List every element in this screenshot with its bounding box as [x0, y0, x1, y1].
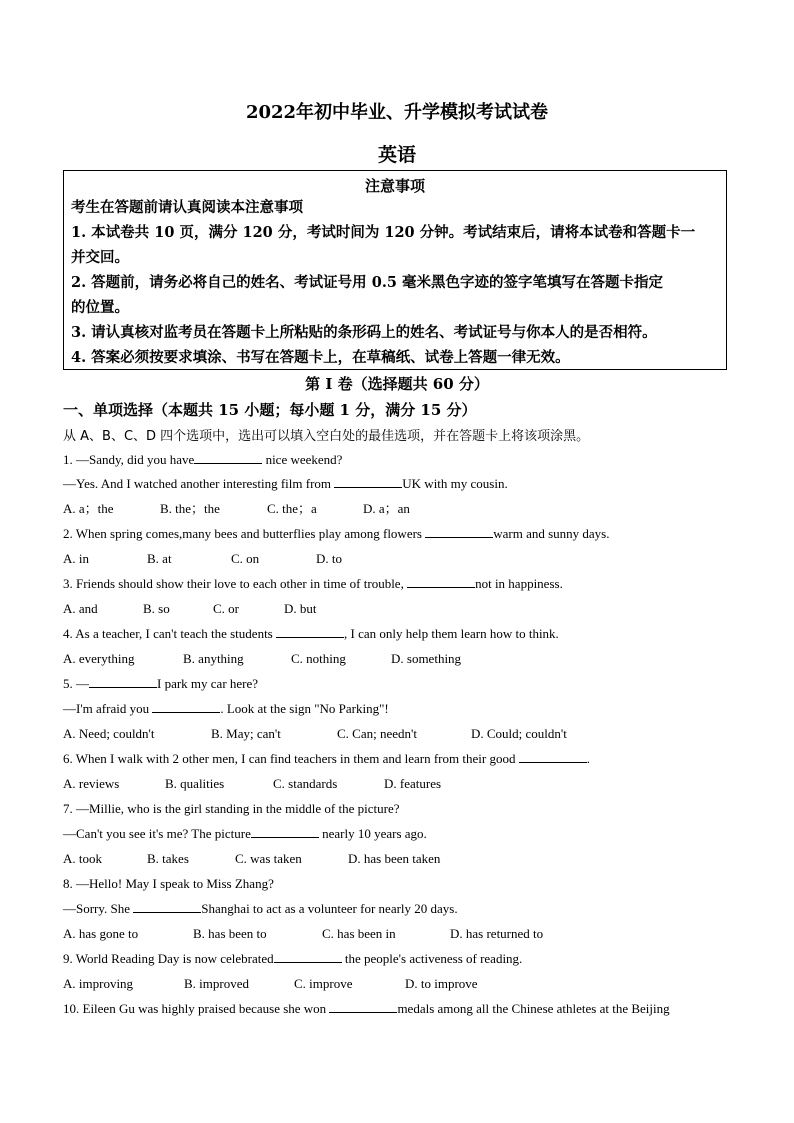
answer-blank[interactable] [89, 675, 157, 688]
question-text: 9. World Reading Day is now celebrated [63, 951, 274, 966]
question-text: —Sorry. She [63, 901, 134, 916]
option-a[interactable]: A. a；the [63, 501, 114, 516]
notice-heading: 注意事项 [364, 177, 425, 195]
options-q8 [63, 925, 727, 943]
option-d[interactable]: D. something [391, 651, 462, 666]
question-text: medals among all the Chinese athletes at the Beijing [397, 1001, 670, 1016]
question-text: —Yes. And I watched another interesting film from [63, 476, 335, 491]
question-text: 2. When spring comes,many bees and butterflies play among flowers [63, 526, 426, 541]
notice-line: 3. 请认真核对监考员在答题卡上所粘贴的条形码上的姓名、考试证号与你本人的是否相符。 [71, 324, 657, 341]
option-c[interactable]: C. was taken [235, 851, 302, 866]
notice-line: 的位置。 [71, 299, 129, 316]
answer-blank[interactable] [251, 825, 319, 838]
option-a[interactable]: A. has gone to [63, 926, 139, 941]
option-c[interactable]: C. nothing [291, 651, 346, 666]
option-d[interactable]: D. Could; couldn't [471, 726, 567, 741]
question-8-reply [63, 900, 458, 918]
question-text: . Look at the sign "No Parking"! [220, 701, 389, 716]
notice-line: 1. 本试卷共 10 页，满分 120 分，考试时间为 120 分钟。考试结束后，请将本试卷和答题卡一 [71, 224, 696, 241]
option-d[interactable]: D. has returned to [450, 926, 544, 941]
section-title: 一、单项选择（本题共 15 小题；每小题 1 分，满分 15 分） [63, 401, 477, 419]
question-text: —Can't you see it's me? The picture [63, 826, 251, 841]
answer-blank[interactable] [274, 950, 342, 963]
question-text: nice weekend? [262, 452, 343, 467]
question-8: 8. —Hello! May I speak to Miss Zhang? [63, 876, 274, 891]
option-b[interactable]: B. at [147, 551, 172, 566]
question-1-reply [63, 475, 508, 493]
notice-line: 考生在答题前请认真阅读本注意事项 [71, 199, 303, 216]
question-text: UK with my cousin. [402, 476, 508, 491]
option-d[interactable]: D. to improve [405, 976, 478, 991]
question-5 [63, 675, 258, 693]
options-q2 [63, 550, 727, 568]
question-7-reply [63, 825, 427, 843]
option-b[interactable]: B. anything [183, 651, 244, 666]
option-d[interactable]: D. a；an [363, 501, 410, 516]
question-10 [63, 1000, 670, 1018]
question-text: not in happiness. [475, 576, 563, 591]
answer-blank[interactable] [519, 750, 587, 763]
question-9 [63, 950, 522, 968]
option-b[interactable]: B. has been to [193, 926, 267, 941]
option-a[interactable]: A. took [63, 851, 102, 866]
option-d[interactable]: D. but [284, 601, 317, 616]
option-d[interactable]: D. has been taken [348, 851, 441, 866]
option-b[interactable]: B. May; can't [211, 726, 281, 741]
question-6 [63, 750, 590, 768]
option-a[interactable]: A. everything [63, 651, 135, 666]
notice-box [63, 170, 727, 370]
question-text: nearly 10 years ago. [318, 826, 427, 841]
instruction-text: 从 A、B、C、D 四个选项中，选出可以填入空白处的最佳选项，并在答题卡上将该项涂黑。 [63, 429, 590, 444]
option-b[interactable]: B. qualities [165, 776, 225, 791]
options-q3 [63, 600, 727, 618]
option-a[interactable]: A. improving [63, 976, 134, 991]
question-text: I park my car here? [157, 676, 259, 691]
question-text: 6. When I walk with 2 other men, I can find teachers in them and learn from their good [63, 751, 519, 766]
options-q5 [63, 725, 727, 743]
question-text: Shanghai to act as a volunteer for nearly 20 days. [201, 901, 458, 916]
answer-blank[interactable] [194, 451, 262, 464]
option-d[interactable]: D. to [316, 551, 342, 566]
option-a[interactable]: A. in [63, 551, 89, 566]
question-text: 3. Friends should show their love to each other in time of trouble, [63, 576, 408, 591]
question-text: 1. —Sandy, did you have [63, 452, 195, 467]
question-1 [63, 451, 342, 469]
question-text: the people's activeness of reading. [341, 951, 523, 966]
option-b[interactable]: B. improved [184, 976, 249, 991]
question-text: 4. As a teacher, I can't teach the students [63, 626, 276, 641]
question-2 [63, 525, 610, 543]
question-4 [63, 625, 559, 643]
question-7: 7. —Millie, who is the girl standing in the middle of the picture? [63, 801, 400, 816]
option-b[interactable]: B. takes [147, 851, 189, 866]
part-title: 第 I 卷（选择题共 60 分） [305, 375, 489, 393]
option-b[interactable]: B. the；the [160, 501, 220, 516]
notice-line: 并交回。 [71, 249, 129, 266]
notice-line: 2. 答题前，请务必将自己的姓名、考试证号用 0.5 毫米黑色字迹的签字笔填写在答题卡指定 [71, 274, 664, 291]
question-text: . [586, 751, 590, 766]
notice-line: 4. 答案必须按要求填涂、书写在答题卡上，在草稿纸、试卷上答题一律无效。 [71, 349, 570, 366]
question-text: , I can only help them learn how to think. [344, 626, 559, 641]
subject-title: 英语 [377, 144, 416, 166]
option-a[interactable]: A. and [63, 601, 98, 616]
options-q7 [63, 850, 727, 868]
answer-blank[interactable] [133, 900, 201, 913]
answer-blank[interactable] [425, 525, 493, 538]
option-d[interactable]: D. features [384, 776, 442, 791]
options-q4 [63, 650, 727, 668]
option-c[interactable]: C. on [231, 551, 260, 566]
option-b[interactable]: B. so [143, 601, 170, 616]
answer-blank[interactable] [329, 1000, 397, 1013]
options-q6 [63, 775, 727, 793]
question-3 [63, 575, 563, 593]
question-text: warm and sunny days. [493, 526, 610, 541]
option-a[interactable]: A. reviews [63, 776, 120, 791]
question-text: 10. Eileen Gu was highly praised because she won [63, 1001, 330, 1016]
option-c[interactable]: C. improve [294, 976, 353, 991]
option-c[interactable]: C. the；a [267, 501, 317, 516]
question-text: —I'm afraid you [63, 701, 153, 716]
question-text: 5. — [63, 676, 89, 691]
answer-blank[interactable] [407, 575, 475, 588]
exam-title: 2022年初中毕业、升学模拟考试试卷 [245, 102, 549, 123]
option-c[interactable]: C. or [213, 601, 239, 616]
answer-blank[interactable] [334, 475, 402, 488]
question-5-reply [63, 700, 389, 718]
option-c[interactable]: C. standards [273, 776, 338, 791]
answer-blank[interactable] [276, 625, 344, 638]
options-q9 [63, 975, 727, 993]
option-c[interactable]: C. has been in [322, 926, 396, 941]
options-q1 [63, 500, 727, 518]
option-c[interactable]: C. Can; needn't [337, 726, 417, 741]
option-a[interactable]: A. Need; couldn't [63, 726, 155, 741]
answer-blank[interactable] [152, 700, 220, 713]
